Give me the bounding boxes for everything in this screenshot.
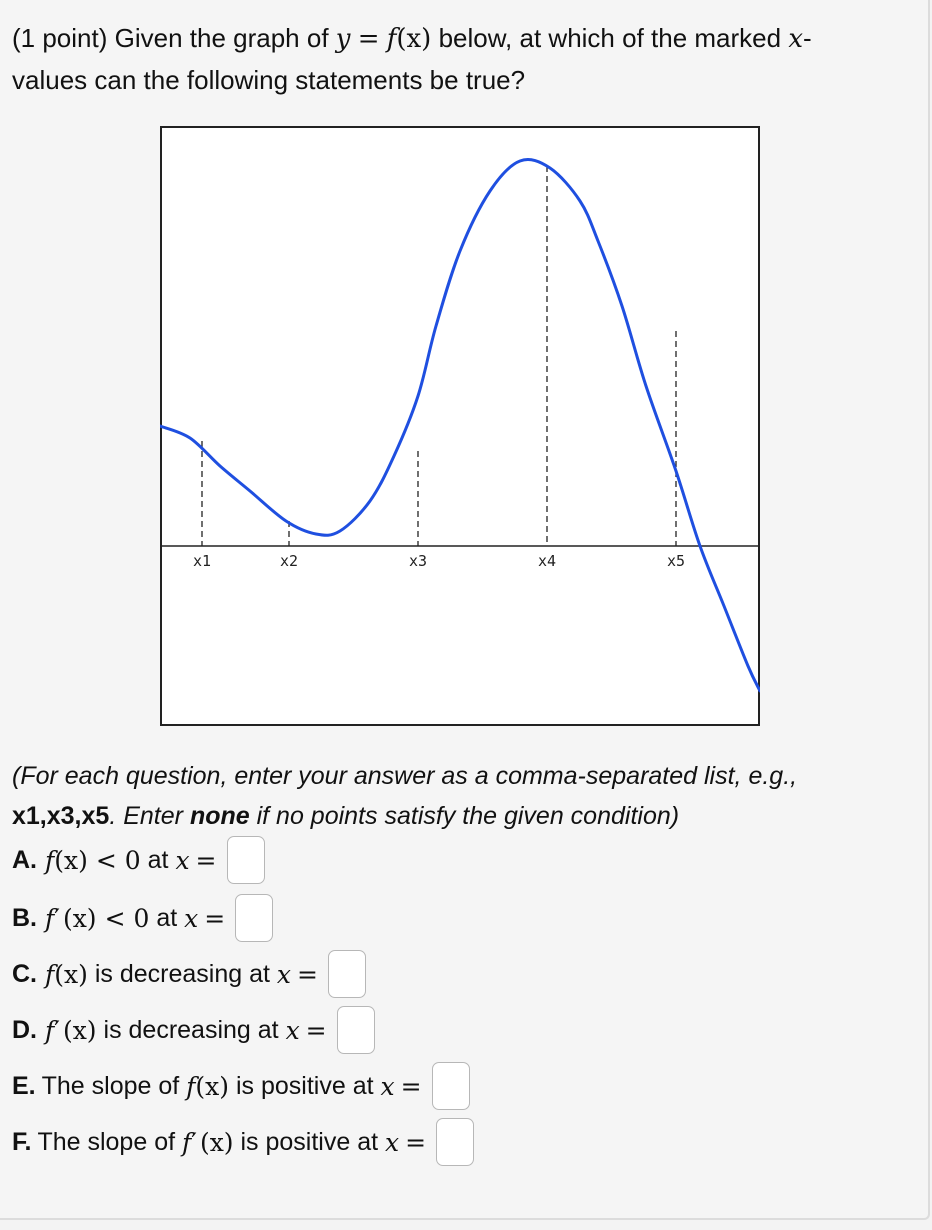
- part-f-post: is positive at: [233, 1127, 385, 1156]
- eq-arg: (x): [396, 24, 432, 54]
- intro-text-a: Given the graph of: [114, 23, 329, 53]
- part-f-x: x: [385, 1127, 400, 1157]
- part-d-post: is decreasing at: [96, 1015, 286, 1044]
- part-a-answer-input[interactable]: [227, 836, 265, 884]
- part-f-answer-input[interactable]: [436, 1118, 474, 1166]
- part-e-f: f: [186, 1071, 196, 1101]
- part-e-post: is positive at: [229, 1071, 381, 1100]
- part-f-arg: (x): [199, 1127, 234, 1157]
- instructions-line1: (For each question, enter your answer as a comma-separated list, e.g.,: [12, 762, 798, 790]
- intro-text-b: below, at which of the marked: [438, 23, 782, 53]
- part-f: [12, 1116, 474, 1168]
- part-c-x: x: [276, 959, 291, 989]
- problem-statement: [12, 18, 912, 101]
- part-b-letter: B.: [12, 903, 37, 932]
- part-a-letter: A.: [12, 845, 37, 874]
- part-a: [12, 834, 265, 886]
- part-a-x: x: [175, 845, 190, 875]
- part-c-post: is decreasing at: [87, 959, 277, 988]
- part-c-letter: C.: [12, 959, 37, 988]
- part-d-letter: D.: [12, 1015, 37, 1044]
- tick-label-x4: x4: [537, 552, 557, 570]
- eq-f: f: [386, 24, 397, 54]
- eq-equals: =: [357, 24, 380, 54]
- part-e-eq: =: [400, 1071, 422, 1101]
- part-e-arg: (x): [195, 1071, 230, 1101]
- part-b-eq: =: [204, 903, 226, 933]
- tick-label-x3: x3: [408, 552, 428, 570]
- part-e-x: x: [380, 1071, 395, 1101]
- part-c-f: f: [45, 959, 55, 989]
- intro-x: x: [788, 24, 803, 54]
- instructions-end: if no points satisfy the given condition): [256, 802, 680, 830]
- part-a-eq: =: [195, 845, 217, 875]
- part-f-pre: The slope of: [37, 1127, 182, 1156]
- part-b-x: x: [184, 903, 199, 933]
- part-d-arg: (x): [62, 1015, 97, 1045]
- intro-hyphen: -: [803, 23, 812, 53]
- part-a-post: at: [140, 845, 176, 874]
- instructions-none: none: [189, 802, 250, 830]
- part-d: [12, 1004, 375, 1056]
- part-d-f: f: [45, 1015, 55, 1045]
- part-a-arg: (x): [54, 845, 88, 875]
- tick-label-x5: x5: [666, 552, 686, 570]
- eq-y: y: [335, 24, 351, 54]
- part-c: [12, 948, 366, 1000]
- part-b: [12, 892, 273, 944]
- instructions-mid: . Enter: [109, 802, 183, 830]
- part-b-rel: < 0: [104, 903, 150, 933]
- function-graph: [160, 126, 760, 726]
- part-f-eq: =: [405, 1127, 427, 1157]
- tick-label-x2: x2: [279, 552, 299, 570]
- instructions: [12, 756, 912, 836]
- instructions-example: x1,x3,x5: [12, 802, 110, 830]
- intro-text-d: values can the following statements be true?: [12, 65, 526, 95]
- part-e-letter: E.: [12, 1071, 36, 1100]
- part-a-f: f: [45, 845, 55, 875]
- part-c-answer-input[interactable]: [328, 950, 366, 998]
- part-d-answer-input[interactable]: [337, 1006, 375, 1054]
- part-e-pre: The slope of: [41, 1071, 187, 1100]
- part-c-arg: (x): [54, 959, 88, 989]
- part-b-arg: (x): [62, 903, 97, 933]
- part-f-prime: ′: [191, 1127, 197, 1157]
- point-value: (1 point): [12, 23, 108, 53]
- part-f-f: f: [181, 1127, 192, 1157]
- part-d-x: x: [285, 1015, 300, 1045]
- graph-frame: [161, 127, 759, 725]
- part-e: [12, 1060, 470, 1112]
- part-e-answer-input[interactable]: [432, 1062, 470, 1110]
- part-a-rel: < 0: [95, 845, 141, 875]
- tick-label-x1: x1: [192, 552, 212, 570]
- part-c-eq: =: [296, 959, 318, 989]
- part-b-f: f: [45, 903, 55, 933]
- part-f-letter: F.: [12, 1127, 32, 1156]
- part-b-answer-input[interactable]: [235, 894, 273, 942]
- part-d-eq: =: [305, 1015, 327, 1045]
- part-b-prime: ′: [54, 903, 60, 933]
- part-d-prime: ′: [54, 1015, 60, 1045]
- part-b-post: at: [149, 903, 185, 932]
